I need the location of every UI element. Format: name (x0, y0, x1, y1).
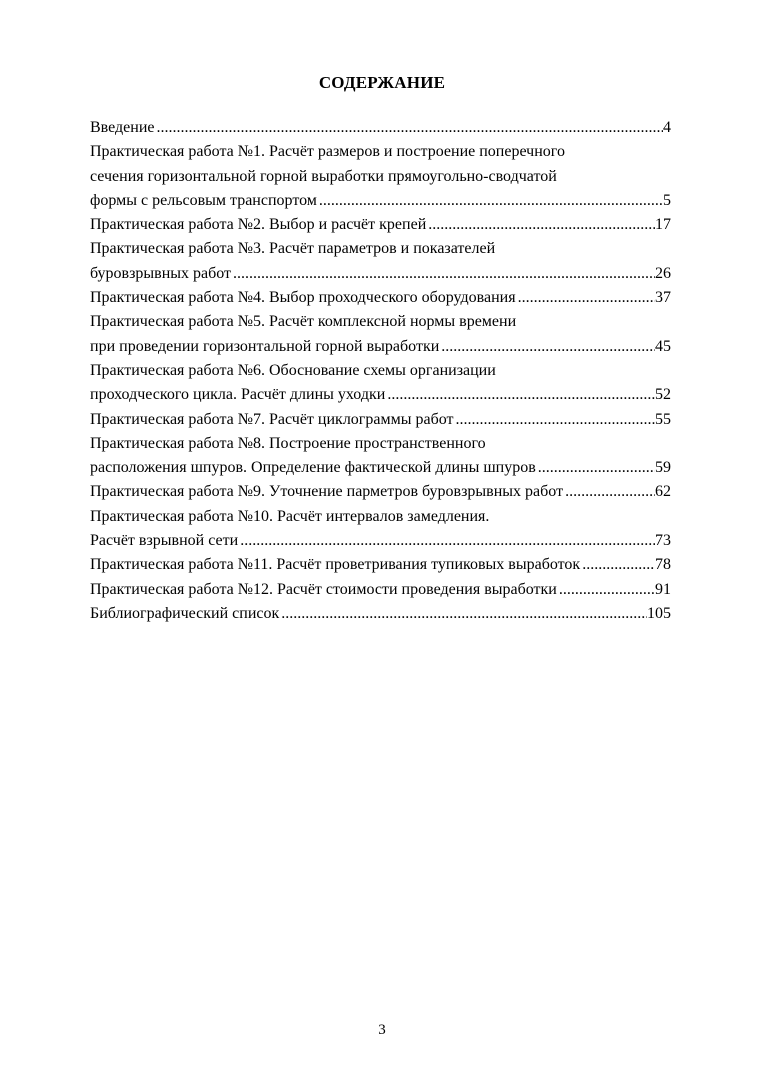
toc-entry-last-line (90, 480, 671, 504)
dot-leader (231, 262, 655, 286)
toc-entry-text: формы с рельсовым транспортом (90, 191, 317, 209)
toc-entry-text: Практическая работа №4. Выбор проходческого оборудования (90, 289, 516, 307)
toc-entry (90, 578, 671, 602)
toc-entry (90, 140, 671, 213)
toc-entry (90, 505, 671, 554)
toc-entry-line: Практическая работа №3. Расчёт параметров и показателей (90, 240, 496, 258)
toc-entry-last-line (90, 286, 671, 310)
toc-page-number: 52 (655, 386, 671, 404)
toc-page-number: 91 (655, 580, 671, 598)
dot-leader (279, 602, 647, 626)
toc-entry (90, 116, 671, 140)
toc-entry (90, 359, 671, 408)
toc-page-number: 45 (655, 337, 671, 355)
toc-page-number: 37 (655, 289, 671, 307)
toc-page-number: 73 (655, 532, 671, 550)
toc-entry-last-line (90, 529, 671, 553)
toc-entry-text: Расчёт взрывной сети (90, 532, 239, 550)
toc-entry-text: Практическая работа №12. Расчёт стоимости проведения выработки (90, 580, 557, 598)
toc-entry (90, 286, 671, 310)
toc-entry-line: сечения горизонтальной горной выработки прямоугольно-сводчатой (90, 167, 557, 185)
toc-entry (90, 213, 671, 237)
toc-entry-last-line (90, 383, 671, 407)
toc-entry-last-line (90, 578, 671, 602)
toc-entry-last-line (90, 456, 671, 480)
toc-entry-last-line (90, 553, 671, 577)
toc-entry-text: Введение (90, 119, 155, 136)
toc-entry-text: проходческого цикла. Расчёт длины уходки (90, 386, 386, 404)
toc-entry-last-line (90, 408, 671, 432)
toc-entry (90, 432, 671, 481)
dot-leader (317, 189, 663, 213)
dot-leader (238, 529, 655, 553)
toc-entry-text: расположения шпуров. Определение фактической длины шпуров (90, 459, 536, 477)
toc-entry-text: Практическая работа №7. Расчёт циклограммы работ (90, 410, 454, 428)
toc-entry (90, 310, 671, 359)
dot-leader (439, 335, 655, 359)
dot-leader (426, 213, 655, 237)
toc-entry (90, 237, 671, 286)
toc-entry-last-line (90, 213, 671, 237)
toc-entry-last-line (90, 335, 671, 359)
toc-entry-last-line (90, 189, 671, 213)
toc-entry-line: Практическая работа №10. Расчёт интервалов замедления. (90, 507, 490, 525)
toc-page-number: 4 (663, 119, 671, 136)
toc-entry-text: Практическая работа №9. Уточнение парметров буровзрывных работ (90, 483, 564, 501)
toc-page-number: 5 (663, 191, 671, 209)
toc-page-number: 62 (655, 483, 671, 501)
toc-entry-text: Практическая работа №2. Выбор и расчёт крепей (90, 216, 427, 234)
toc-entry (90, 553, 671, 577)
toc-entry (90, 480, 671, 504)
toc-entry-line: Практическая работа №6. Обоснование схемы организации (90, 361, 496, 379)
dot-leader (563, 480, 655, 504)
dot-leader (516, 286, 655, 310)
toc-page-number: 59 (655, 459, 671, 477)
toc-entry-text: при проведении горизонтальной горной выработки (90, 337, 440, 355)
toc-entry-text: Практическая работа №11. Расчёт проветривания тупиковых выработок (90, 556, 581, 574)
dot-leader (155, 116, 664, 140)
toc-entry-line: Практическая работа №5. Расчёт комплексной нормы времени (90, 313, 517, 331)
toc-page-number: 55 (655, 410, 671, 428)
toc-entry-text: Библиографический список (90, 604, 280, 622)
toc-page-number: 17 (655, 216, 671, 234)
toc-entry (90, 602, 671, 626)
toc-page-number: 78 (655, 556, 671, 574)
toc-page-number: 105 (647, 604, 671, 622)
toc-entry-last-line (90, 262, 671, 286)
toc-entry-last-line (90, 116, 671, 140)
dot-leader (580, 553, 655, 577)
toc-page-number: 26 (655, 264, 671, 282)
dot-leader (454, 408, 656, 432)
page-title: СОДЕРЖАНИЕ (318, 73, 446, 92)
dot-leader (557, 578, 655, 602)
dot-leader (385, 383, 655, 407)
toc-entry-text: буровзрывных работ (90, 264, 232, 282)
page-number: 3 (378, 1022, 386, 1038)
toc-entry-line: Практическая работа №8. Построение пространственного (90, 434, 486, 452)
dot-leader (536, 456, 655, 480)
toc-entry-last-line (90, 602, 671, 626)
toc-entry-line: Практическая работа №1. Расчёт размеров и построение поперечного (90, 143, 565, 161)
table-of-contents (90, 116, 671, 626)
toc-entry (90, 408, 671, 432)
